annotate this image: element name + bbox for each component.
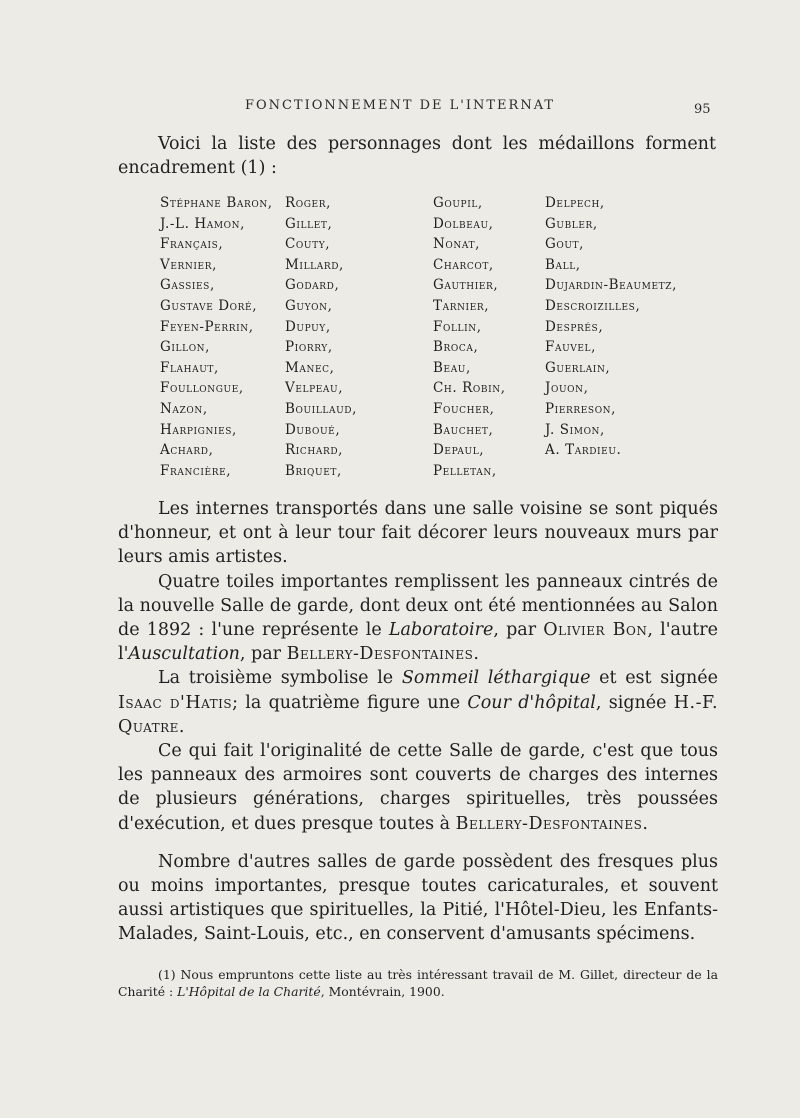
name-column-4	[545, 193, 677, 461]
name-entry: Broca,	[433, 339, 479, 356]
text-span: , Montévrain, 1900.	[320, 984, 445, 999]
name-entry: Roger,	[285, 195, 331, 211]
name-entry: Beau,	[433, 359, 471, 376]
text-span: .	[178, 716, 185, 737]
name-entry: Gauthier,	[433, 277, 499, 294]
name-column-3	[433, 193, 506, 481]
name-entry: Feyen-Perrin,	[160, 318, 254, 335]
name-entry: Nonat,	[433, 236, 480, 253]
running-title: FONCTIONNEMENT DE L'INTERNAT	[244, 98, 556, 113]
text-span: , l'autre l'	[118, 620, 718, 665]
name-entry: Gillon,	[160, 339, 211, 356]
name-entry: Charcot,	[433, 256, 494, 273]
name-entry: J.-L. Hamon,	[160, 215, 245, 232]
intro-paragraph: Voici la liste des personnages dont les médaillons forment encadrement (1) :	[118, 134, 716, 178]
name-entry: Godard,	[285, 277, 340, 294]
paragraph-5: Nombre d'autres salles de garde possèdent des fresques plus ou moins importantes, presque toutes caricaturales, et souvent aussi artistiques que spirituelles, la Pitié, l'Hôtel-Dieu, les Enfants-Malades, Saint-Louis, etc., en conservent d'amusants spécimens.	[118, 851, 718, 945]
name-entry: Piorry,	[285, 339, 333, 356]
name-entry: Delpech,	[545, 195, 605, 211]
name-entry: Després,	[545, 318, 604, 335]
text-span: .	[473, 644, 479, 665]
name-entry: Stéphane Baron,	[160, 195, 273, 211]
name-entry: Foucher,	[433, 400, 495, 417]
name-entry: Millard,	[285, 256, 344, 273]
name-entry: Guyon,	[285, 297, 333, 314]
name-entry: Gillet,	[285, 215, 333, 232]
name-entry: Pelletan,	[433, 462, 497, 479]
name-entry: Duboué,	[285, 421, 341, 438]
text-span: (1) Nous empruntons cette liste au très intéressant travail de M. Gillet, directeur de la Charité :	[118, 967, 718, 999]
name-entry: Nazon,	[160, 400, 208, 417]
name-entry: Gassies,	[160, 277, 215, 294]
artist-name: Bellery-Desfontaines	[286, 644, 474, 665]
text-span: ; la quatrième figure une	[232, 692, 468, 713]
name-entry: Couty,	[285, 236, 331, 253]
name-entry: Velpeau,	[285, 380, 344, 397]
footnote	[118, 966, 718, 1000]
name-entry: Gubler,	[545, 215, 598, 232]
italic-title: Cour d'hôpital	[467, 692, 596, 713]
name-entry: Français,	[160, 236, 224, 253]
name-entry: Guerlain,	[545, 359, 611, 376]
text-span: , signée	[595, 692, 674, 713]
name-entry: Pierreson,	[545, 400, 617, 417]
name-entry: Vernier,	[160, 256, 217, 273]
italic-title: Sommeil léthargique	[401, 668, 591, 689]
text-span: Quatre toiles importantes remplissent les panneaux cintrés de la nouvelle Salle de garde, dont deux ont été mentionnées au Salon de 1892 : l'une représente le	[118, 571, 718, 641]
page-number: 95	[694, 102, 711, 117]
name-entry: Dupuy,	[285, 318, 331, 335]
name-entry: Manec,	[285, 359, 335, 376]
artist-name: H.-F. Quatre	[118, 692, 719, 737]
name-entry: Dujardin-Beaumetz,	[545, 277, 677, 294]
artist-name: Bellery-Desfontaines	[455, 813, 643, 834]
artist-name: Isaac d'Hatis	[118, 692, 233, 713]
name-entry: Bouillaud,	[285, 400, 357, 417]
name-entry: Harpignies,	[160, 421, 237, 438]
artist-name: Olivier Bon	[543, 620, 648, 641]
name-entry: Ch. Robin,	[433, 380, 506, 397]
name-entry: Follin,	[433, 318, 482, 335]
name-entry: A. Tardieu.	[545, 442, 622, 459]
name-column-1	[160, 193, 273, 481]
paragraph-3	[118, 666, 718, 739]
italic-title: Laboratoire	[388, 620, 494, 641]
name-entry: Flahaut,	[160, 359, 219, 376]
name-entry: Bauchet,	[433, 421, 494, 438]
paragraph-1: Les internes transportés dans une salle voisine se sont piqués d'honneur, et ont à leur tour fait décorer leurs nouveaux murs par leurs amis artistes.	[118, 499, 718, 568]
text-span: , par	[239, 644, 287, 665]
name-entry: Richard,	[285, 442, 344, 459]
name-entry: Achard,	[160, 442, 214, 459]
name-entry: J. Simon,	[545, 421, 605, 438]
name-entry: Descroizilles,	[545, 297, 641, 314]
text-span: , par	[493, 620, 544, 641]
text-span: Ce qui fait l'originalité de cette Salle de garde, c'est que tous les panneaux des armoires sont couverts de charges des internes de plusieurs générations, charges spirituelles, très poussées d'exécution, et dues presque toutes à	[118, 741, 718, 834]
paragraph-2	[118, 570, 718, 667]
body-text	[118, 497, 718, 947]
name-entry: Gustave Doré,	[160, 297, 258, 314]
name-entry: Foullongue,	[160, 380, 244, 397]
name-entry: Fauvel,	[545, 339, 596, 356]
name-entry: Depaul,	[433, 442, 485, 459]
name-list	[160, 193, 720, 483]
italic-title: Auscultation	[128, 644, 240, 665]
name-entry: Goupil,	[433, 195, 483, 211]
name-entry: Gout,	[545, 236, 585, 253]
name-entry: Jouon,	[545, 380, 589, 397]
name-entry: Francière,	[160, 462, 232, 479]
name-entry: Ball,	[545, 256, 581, 273]
text-span: La troisième symbolise le	[158, 668, 402, 689]
italic-title: L'Hôpital de la Charité	[177, 984, 321, 999]
text-span: .	[642, 813, 648, 834]
name-entry: Tarnier,	[433, 297, 490, 314]
paragraph-4	[118, 739, 718, 836]
name-column-2	[285, 193, 357, 481]
text-span: et est signée	[590, 668, 719, 689]
name-entry: Briquet,	[285, 462, 342, 479]
name-entry: Dolbeau,	[433, 215, 494, 232]
